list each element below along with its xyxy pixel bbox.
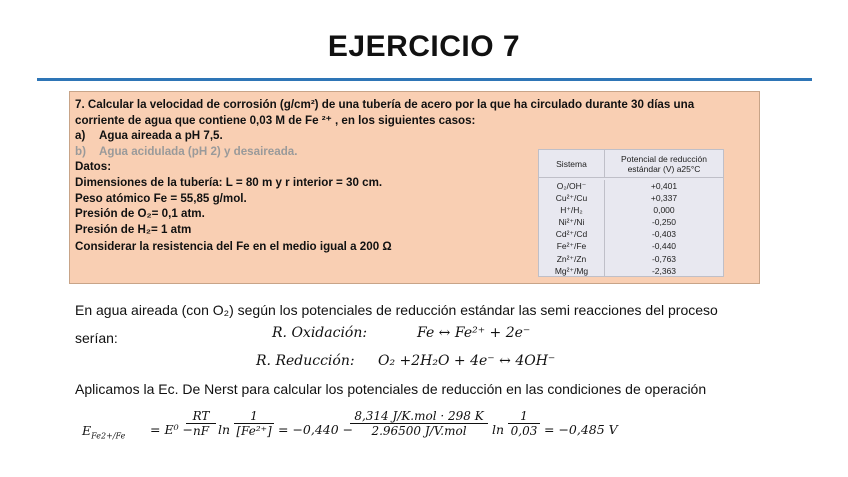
case-b-marker: b): [75, 144, 86, 158]
case-a-marker: a): [75, 129, 86, 143]
system-cell: Fe²⁺/Fe: [556, 241, 587, 252]
system-column: [539, 180, 605, 277]
solution-intro-line-1: En agua aireada (con O₂) según los potenciales de reducción estándar las semi reacciones del proceso: [75, 302, 718, 318]
frac2-denominator: [Fe²⁺]: [236, 424, 272, 438]
problem-statement-line-2: corriente de agua que contiene 0,03 M de Fe ²⁺ , en los siguientes casos:: [75, 113, 476, 127]
dato-presion-o2: Presión de O₂= 0,1 atm.: [75, 207, 205, 221]
formula-lhs: [82, 423, 125, 441]
reduction-label: R. Reducción:: [256, 353, 355, 369]
dato-presion-h2: Presión de H₂= 1 atm: [75, 222, 192, 236]
potential-cell: -0,440: [651, 241, 677, 252]
problem-statement-line-1: 7. Calcular la velocidad de corrosión (g/cm²) de una tubería de acero por la que ha circulado durante 30 días una: [75, 98, 695, 111]
oxidation-label: R. Oxidación:: [272, 325, 368, 341]
system-cell: Zn²⁺/Zn: [556, 253, 587, 264]
frac2-numerator: 1: [234, 409, 274, 424]
case-a-text: Agua aireada a pH 7,5.: [99, 129, 223, 143]
potential-cell: 0,000: [653, 205, 675, 216]
formula-frac3: [350, 409, 488, 438]
potential-cell: -0,403: [651, 229, 677, 240]
potential-cell: -2,363: [651, 265, 677, 276]
nernst-formula: [80, 405, 780, 457]
frac1-numerator: RT: [186, 409, 216, 424]
nernst-text: Aplicamos la Ec. De Nerst para calcular los potenciales de reducción en las condiciones de operación: [75, 381, 707, 397]
frac4-numerator: 1: [508, 409, 540, 424]
potentials-table-header: [539, 150, 723, 178]
system-cell: Cu²⁺/Cu: [555, 193, 588, 204]
header-potential: Potencial de reducción estándar (V) a25°C: [620, 153, 707, 174]
formula-ln1: ln: [218, 422, 231, 437]
potentials-table: [538, 149, 724, 277]
formula-ln2: ln: [492, 422, 505, 437]
formula-lhs-symbol: E: [82, 423, 92, 438]
case-a: [75, 128, 755, 144]
frac4-denominator: 0,03: [510, 424, 538, 438]
case-b-text: Agua acidulada (pH 2) y desaireada.: [99, 144, 298, 158]
oxidation-equation: Fe ↔ Fe²⁺ + 2e⁻: [417, 325, 531, 341]
header-system: Sistema: [539, 150, 605, 177]
potential-column: [605, 180, 723, 277]
dato-dimensiones: Dimensiones de la tubería: L = 80 m y r interior = 30 cm.: [75, 175, 383, 189]
formula-frac2: [234, 409, 274, 438]
potential-cell: +0,401: [650, 181, 678, 191]
frac1-denominator: nF: [192, 424, 210, 438]
system-cell: H⁺/H₂: [560, 205, 583, 216]
dato-resistencia: Considerar la resistencia del Fe en el medio igual a 200 Ω: [75, 240, 392, 254]
title-divider: [37, 78, 812, 81]
frac3-numerator: 8,314 J/K.mol · 298 K: [350, 409, 488, 424]
formula-lhs-subscript: Fe2+/Fe: [91, 431, 126, 441]
system-cell: Ni²⁺/Ni: [558, 217, 585, 228]
page-title: EJERCICIO 7: [327, 30, 521, 63]
potentials-table-body: [539, 178, 723, 277]
solution-intro-line-2: serían:: [75, 330, 118, 346]
dato-peso-atomico: Peso atómico Fe = 55,85 g/mol.: [75, 191, 247, 205]
formula-eq1: = E⁰ −: [150, 422, 194, 437]
formula-result: = −0,485 V: [544, 422, 618, 437]
potential-cell: +0,337: [650, 193, 678, 204]
potential-cell: -0,250: [651, 217, 677, 228]
system-cell: Cd²⁺/Cd: [555, 229, 588, 240]
datos-label: Datos:: [75, 160, 112, 174]
formula-frac4: [508, 409, 540, 438]
potential-cell: -0,763: [651, 253, 677, 264]
formula-eq2: = −0,440 −: [278, 422, 354, 437]
frac3-denominator: 2.96500 J/V.mol: [371, 424, 467, 438]
formula-frac1: [186, 409, 216, 438]
system-cell: Mg²⁺/Mg: [554, 265, 589, 276]
system-cell: O₂/OH⁻: [556, 181, 587, 191]
reduction-equation: O₂ +2H₂O + 4e⁻ ↔ 4OH⁻: [378, 353, 556, 369]
